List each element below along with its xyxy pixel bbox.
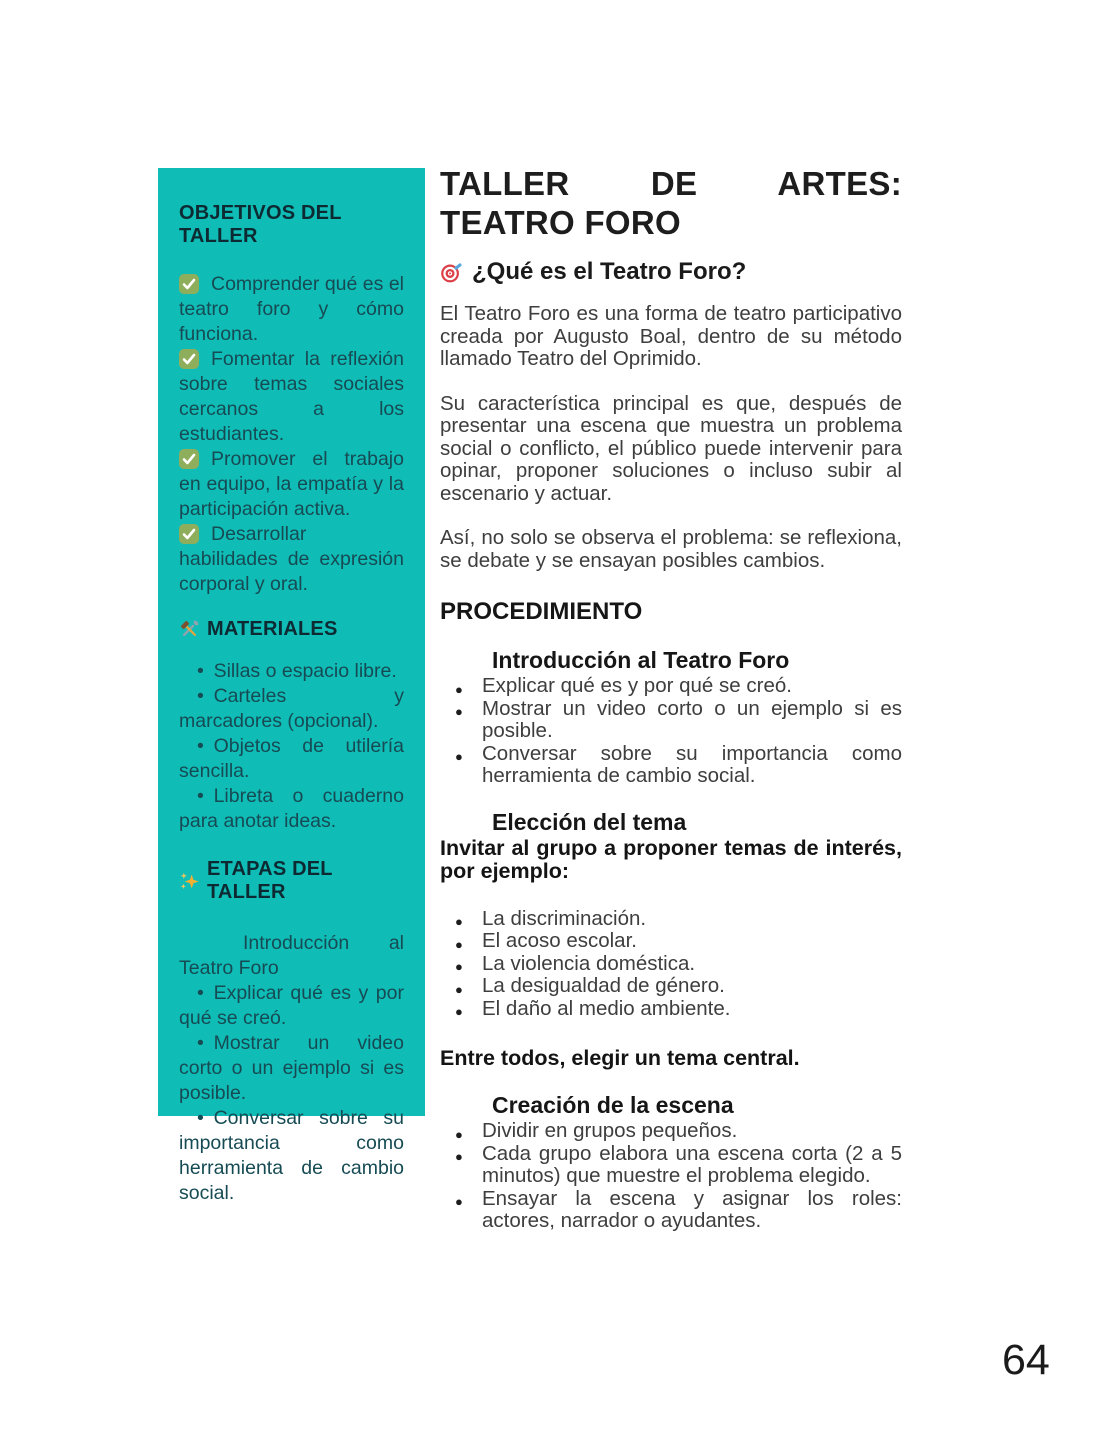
list-item: ● La violencia doméstica.: [482, 953, 902, 976]
step2-closing: Entre todos, elegir un tema central.: [440, 1046, 800, 1070]
objective-item: [179, 272, 404, 347]
sidebar-objectives-title-text: OBJETIVOS DEL TALLER: [179, 202, 342, 247]
list-item: ● Mostrar un video corto o un ejemplo si es posible.: [482, 698, 902, 743]
list-item: • Carteles y marcadores (opcional).: [179, 684, 404, 734]
check-icon: [179, 449, 199, 469]
sidebar-materials-title: [179, 618, 404, 641]
list-item: • Explicar qué es y por qué se creó.: [179, 981, 404, 1031]
objective-item: [179, 522, 404, 597]
procedure-heading: PROCEDIMIENTO: [440, 598, 643, 625]
list-item: ● Ensayar la escena y asignar los roles: actores, narrador o ayudantes.: [482, 1188, 902, 1233]
materials-list: [179, 659, 404, 834]
list-item: ● Dividir en grupos pequeños.: [482, 1120, 902, 1143]
list-item: ● Conversar sobre su importancia como herramienta de cambio social.: [482, 743, 902, 788]
objective-text: Promover el trabajo en equipo, la empatía y la participación activa.: [179, 448, 404, 520]
paragraph: Así, no solo se observa el problema: se reflexiona, se debate y se ensayan posibles cambios.: [440, 526, 902, 572]
what-is-heading: [440, 258, 902, 286]
list-item: • Conversar sobre su importancia como herramienta de cambio social.: [179, 1106, 404, 1206]
sidebar-materials-title-text: MATERIALES: [207, 618, 338, 640]
check-icon: [179, 274, 199, 294]
objective-item: [179, 447, 404, 522]
hammer-wrench-icon: [179, 619, 200, 640]
stages-list: [179, 981, 404, 1206]
paragraph: El Teatro Foro es una forma de teatro participativo creada por Augusto Boal, dentro de su método llamado Teatro del Oprimido.: [440, 302, 902, 370]
list-item: • Mostrar un video corto o un ejemplo si es posible.: [179, 1031, 404, 1106]
list-item: • Libreta o cuaderno para anotar ideas.: [179, 784, 404, 834]
objective-item: [179, 347, 404, 447]
step1-heading: Introducción al Teatro Foro: [492, 647, 790, 673]
list-item: ● La desigualdad de género.: [482, 975, 902, 998]
paragraph: Su característica principal es que, después de presentar una escena que muestra un problema social o conflicto, el público puede intervenir para opinar, proponer soluciones o incluso subir al escenario y actuar.: [440, 391, 902, 505]
objective-text: Desarrollar habilidades de expresión corporal y oral.: [179, 523, 404, 595]
page-number: 64: [1002, 1336, 1050, 1384]
step3-heading: Creación de la escena: [492, 1092, 734, 1118]
check-icon: [179, 349, 199, 369]
list-item: • Sillas o espacio libre.: [179, 659, 404, 684]
main-content: [440, 164, 902, 1233]
list-item: ● El daño al medio ambiente.: [482, 998, 902, 1021]
step2-lead: Invitar al grupo a proponer temas de interés, por ejemplo:: [440, 835, 902, 883]
list-item: • Objetos de utilería sencilla.: [179, 734, 404, 784]
sidebar-stages-title: [179, 858, 404, 904]
objective-text: Comprender qué es el teatro foro y cómo funciona.: [179, 273, 404, 345]
stages-intro: Introducción al Teatro Foro: [179, 932, 404, 979]
sparkles-icon: [179, 871, 200, 892]
step1-list: [440, 675, 902, 788]
list-item: ● Cada grupo elabora una escena corta (2 a 5 minutos) que muestre el problema elegido.: [482, 1143, 902, 1188]
check-icon: [179, 524, 199, 544]
sidebar-stages-title-text: ETAPAS DEL TALLER: [207, 858, 333, 903]
topics-list: [440, 908, 902, 1021]
page-title: TALLER DE ARTES: TEATRO FORO: [440, 165, 902, 241]
what-is-heading-text: ¿Qué es el Teatro Foro?: [472, 258, 747, 285]
list-item: ● El acoso escolar.: [482, 930, 902, 953]
step2-heading: Elección del tema: [492, 808, 687, 835]
sidebar-panel: [158, 168, 425, 1204]
objective-text: Fomentar la reflexión sobre temas sociales cercanos a los estudiantes.: [179, 348, 404, 445]
target-icon: [440, 261, 463, 284]
step3-list: [440, 1120, 902, 1233]
list-item: ● La discriminación.: [482, 908, 902, 931]
sidebar-objectives-title: [179, 202, 404, 248]
list-item: ● Explicar qué es y por qué se creó.: [482, 675, 902, 698]
